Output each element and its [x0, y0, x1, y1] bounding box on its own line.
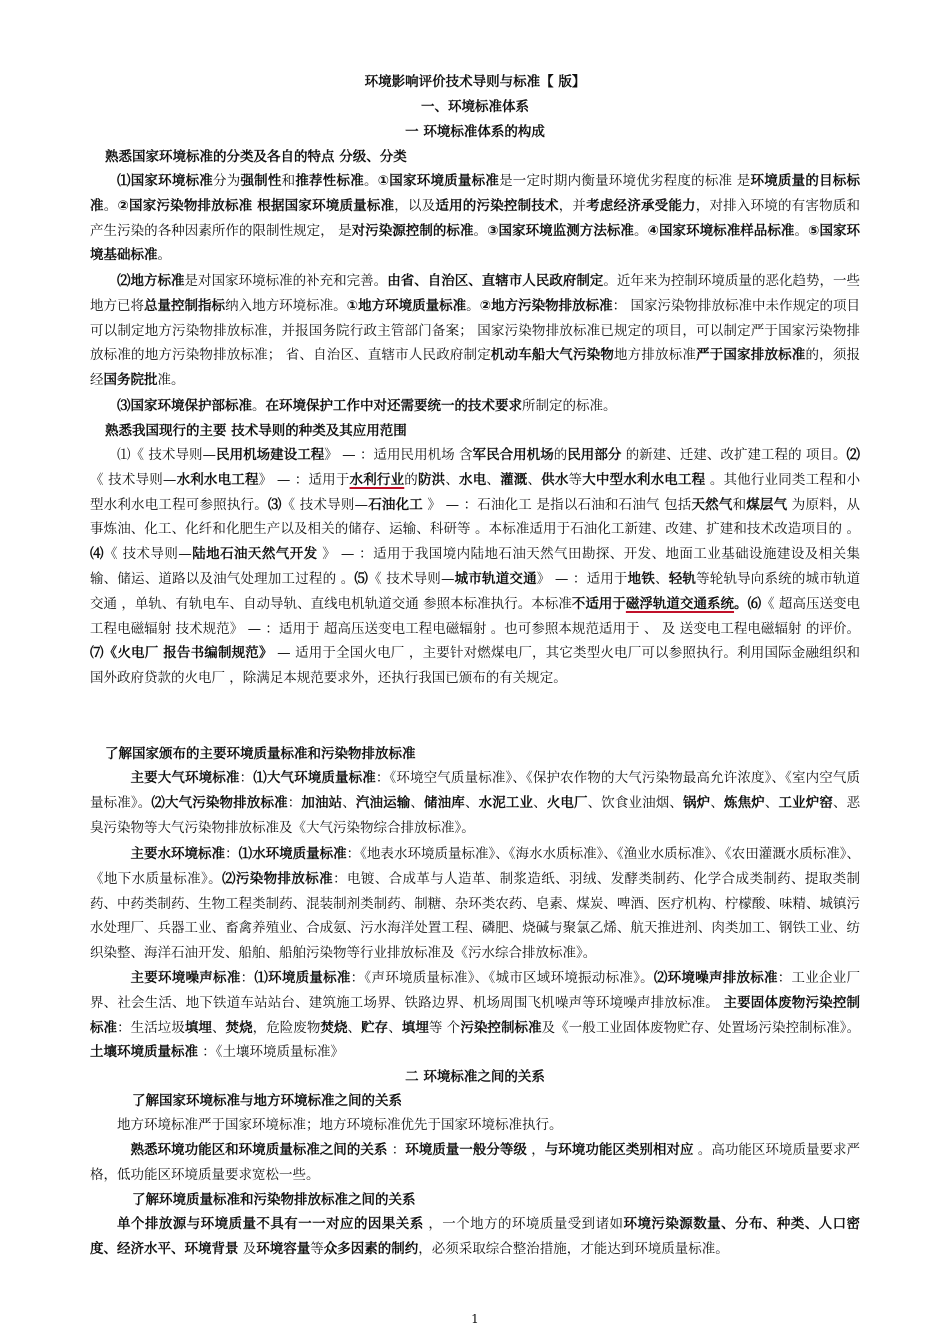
subheading-guidelines: 熟悉我国现行的主要 技术导则的种类及其应用范围	[105, 423, 407, 439]
p4-run: — 适用于全国火电厂 ，主要针对燃煤电厂，其它类型火电厂可以参照执行。利用国际金融组织和国外政府贷款的火电厂 ，除满足本规范要求外，还执行我国已颁布的有关规定。	[90, 645, 860, 687]
p4-run: 。其他行业同类工程和小型水利水电工程可参照执行。	[90, 471, 861, 513]
p7-run: 、	[211, 1019, 226, 1036]
p5-run: 锅炉	[683, 794, 711, 811]
p4-run: 。	[734, 595, 748, 612]
p4-run: 和	[732, 496, 747, 513]
para-local-stricter	[90, 1113, 860, 1138]
section-heading-2: 二 环境标准之间的关系	[405, 1069, 545, 1085]
p7-run: 贮存	[361, 1019, 389, 1036]
p1-run: 。	[363, 173, 378, 189]
p6-run: ：	[225, 846, 239, 862]
p10-run: 环境污染源数量、分布、种类、人口密度、经济水平、环境背景	[90, 1216, 861, 1257]
p4-run: 水利行业	[349, 471, 405, 488]
p4-run: 、	[527, 471, 542, 488]
p1-run: ③国家环境监测方法标准	[487, 222, 634, 239]
p5-run: 、饮食业油烟、	[587, 794, 684, 811]
p1-run: 。	[103, 197, 118, 214]
section-heading-1: 一 环境标准体系的构成	[405, 124, 545, 140]
p4-run: 》 — ：适用于我国境内陆地石油天然气田勘探、开发、地面工业基础设施建设及相关集输、储运、道路以及油气处理加工过程的 。	[90, 546, 861, 587]
p7-run: 填埋	[184, 1019, 212, 1036]
p4-run: 、	[655, 570, 669, 587]
p9-run: ，	[526, 1142, 545, 1158]
p1-run: 强制性	[240, 173, 282, 189]
p4-run: 民用机场建设工程	[216, 447, 325, 463]
document-title: 环境影响评价技术导则与标准【 版】	[364, 74, 586, 90]
p4-run: 《 技术导则—	[368, 570, 455, 587]
subheading-major-standards: 了解国家颁布的主要环境质量标准和污染物排放标准	[105, 746, 416, 762]
p4-run: 煤层气	[746, 496, 788, 513]
p10-run: 及	[238, 1240, 257, 1257]
p4-run: 大中型水利水电工程	[582, 471, 706, 488]
p4-run: ⑵	[846, 447, 861, 463]
p6-run: ：《地表水环境质量标准》、《海水水质标准》、《渔业水质标准》、《农田灌溉水质标准》、《地下水质量标准》。	[90, 846, 861, 887]
p3-run: ⑶国家环境保护部标准	[117, 398, 252, 414]
p1-run: 。	[633, 222, 648, 239]
p2-run: 。近年来为控制环境质量的恶化趋势，一些地方已将	[90, 273, 861, 314]
p4-run: ⑹	[747, 595, 762, 612]
p7-run: ，危险废物	[252, 1019, 321, 1036]
p4-run: ⑶	[267, 496, 282, 513]
p4-run: 石油化工	[368, 496, 423, 513]
p1-run: 是一定时期内衡量环境优劣程度的标准 是	[499, 173, 751, 189]
para-water-standards	[90, 842, 860, 966]
p4-run: 地铁	[627, 570, 656, 587]
p2-run: 准。	[157, 372, 185, 389]
p7-run: ⑵环境噪声排放标准	[653, 970, 778, 986]
p7-run: ：工业企业厂界、社会生活、地下铁道车站站台、建筑施工场界、铁路边界、机场周围飞机噪声等环境噪声排放标准。	[90, 970, 861, 1011]
p4-run: 的	[404, 471, 418, 488]
p4-run: 陆地石油天然气开发	[191, 546, 318, 563]
p7-run: 、	[388, 1019, 402, 1036]
p10-run: 单个排放源与环境质量不具有一一对应的因果关系	[117, 1216, 424, 1232]
p4-run: 为原料，从事炼油、化工、化纤和化肥生产以及相关的储存、运输、科研等 。本标准适用于石油化工新建、改建、扩建和技术改造项目的 。	[90, 496, 861, 538]
p5-run: ：	[287, 794, 302, 811]
p1-run: ①国家环境质量标准	[377, 173, 500, 189]
p4-run: 《 技术导则—	[90, 471, 177, 488]
p7-run: 污染控制标准	[460, 1019, 542, 1036]
p4-run: ⑸	[354, 570, 369, 587]
p2-run: 严于国家排放标准	[696, 347, 806, 364]
p4-run: 《 技术导则—	[103, 546, 192, 563]
p4-run: 《 超高压送变电工程电磁辐射 技术规范》 — ：适用于 超高压送变电工程电磁辐射 。也可参照本规范适用于 、 及 送变电工程电磁辐射 的评价。	[90, 595, 861, 637]
p1-run: 。	[473, 222, 488, 239]
p10-run: 等	[310, 1240, 324, 1257]
p2-run: 纳入地方环境标准。	[225, 297, 347, 314]
p1-run: ，对排入环境的有害物质和产生污染的各种因素所作的限制性规定， 是	[90, 197, 860, 239]
p6-run: ：电镀、合成革与人造革、制浆造纸、羽绒、发酵类制药、化学合成类制药、提取类制药、中药类制药、生物工程类制药、混装制剂类制药、制糖、杂环类农药、皂素、煤炭、啤酒、医疗机构、柠檬酸、味精、城镇污水处理厂、兵器工业、畜禽养殖业、合成氨、污水海洋处置工程、磷肥、烧碱与聚氯乙烯、航天推进剂、肉类加工、钢铁工业、纺织染整、海洋石油开发、船舶、船舶污染物等行业排放标准及《污水综合排放标准》。	[90, 870, 861, 962]
p2-run: ①地方环境质量标准	[346, 297, 467, 314]
p1-run: 环境质量的目标标准	[90, 173, 861, 214]
para-noise-standards	[90, 966, 860, 1065]
p6-run: ⑵污染物排放标准	[222, 870, 334, 887]
p2-run: 机动车船大气污染物	[490, 347, 614, 364]
p2-run: ： 国家污染物排放标准中未作规定的项目可以制定地方污染物排放标准，并报国务院行政主管部门备案； 国家污染物排放标准已规定的项目，可以制定严于国家污染物排放标准的地方污染物排放标准； 省、自治区、直辖市人民政府制定	[90, 297, 861, 364]
p7-run: 焚烧	[320, 1019, 348, 1036]
p2-run: 是对国家环境标准的补充和完善。	[184, 273, 388, 289]
p5-run: 主要大气环境标准	[130, 770, 240, 786]
p4-run: ⑺《火电厂 报告书编制规范》	[90, 645, 273, 662]
p2-run: 。	[466, 297, 480, 314]
p1-run: ⑴国家环境标准	[117, 173, 214, 189]
p5-run: 炼焦炉	[723, 794, 765, 811]
p4-run: 军民合用机场	[472, 447, 554, 463]
p10-run: 众多因素的制约	[323, 1240, 419, 1257]
p5-run: 、	[764, 794, 779, 811]
p5-run: 加油站	[301, 794, 343, 811]
p9-run: 熟悉环境功能区和环境质量标准之间的关系	[130, 1142, 388, 1158]
p4-run: 灌溉	[500, 471, 528, 488]
p4-run: 、	[486, 471, 501, 488]
p4-run: 城市轨道交通	[454, 570, 537, 587]
p2-run: 国务院批	[103, 372, 158, 389]
p4-run: 防洪	[417, 471, 446, 488]
p1-run: ，以及	[394, 197, 436, 214]
p5-run: 火电厂	[546, 794, 588, 811]
p4-run: 磁浮轨道交通系统	[625, 595, 735, 612]
para-function-zones	[90, 1138, 860, 1188]
p5-run: 储油库	[424, 794, 465, 811]
para-local-standards	[90, 269, 860, 393]
p4-run: 水电	[459, 471, 487, 488]
p7-run: 、	[347, 1019, 362, 1036]
p4-run: 、	[445, 471, 460, 488]
p5-run: ⑵大气污染物排放标准	[151, 794, 288, 811]
subheading-national-local: 了解国家环境标准与地方环境标准之间的关系	[132, 1093, 402, 1109]
p1-run: 对污染源控制的标准	[351, 222, 474, 239]
p5-run: 、	[410, 794, 425, 811]
p1-run: 和	[281, 173, 296, 189]
p7-run: ：生活垃圾	[117, 1019, 185, 1036]
para-air-standards	[90, 766, 860, 840]
p7-run: ：《土壤环境质量标准》	[198, 1044, 345, 1061]
p7-run: 主要固体废物污染控制标准	[90, 994, 860, 1036]
p7-run: ：	[240, 970, 255, 986]
p1-run: 考虑经济承受能力	[586, 197, 696, 214]
p8-run: 地方环境标准严于国家环境标准；地方环境标准优先于国家环境标准执行。	[117, 1117, 563, 1133]
p6-run: ⑴水环境质量标准	[238, 846, 347, 862]
p4-run: ⑴《 技术导则—	[117, 447, 217, 463]
p1-run: ⑤国家环境基础标准	[90, 222, 861, 264]
p2-run: 地方排放标准	[614, 347, 697, 364]
p4-run: 供水	[541, 471, 569, 488]
p4-run: 天然气	[691, 496, 733, 513]
p2-run: ②地方污染物排放标准	[479, 297, 613, 314]
p5-run: 、恶臭污染物等大气污染物排放标准及《大气污染物综合排放标准》。	[90, 794, 861, 836]
p5-run: 、	[464, 794, 479, 811]
p1-run: ②国家污染物排放标准 根据国家环境质量标准	[117, 197, 395, 214]
p4-run: 的	[553, 447, 568, 463]
p4-run: 》 — ：适用于	[258, 471, 350, 488]
p2-run: 总量控制指标	[144, 297, 226, 314]
p4-run: 不适用于	[571, 595, 626, 612]
p3-run: 。	[252, 398, 266, 414]
p10-run: 环境容量	[256, 1240, 311, 1257]
p3-run: 在环境保护工作中对还需要统一的技术要求	[265, 398, 522, 414]
p5-run: ：	[239, 770, 254, 786]
p9-run: 环境质量一般分等级	[405, 1142, 527, 1158]
p7-run: 等 个	[428, 1019, 461, 1036]
p5-run: 、	[342, 794, 356, 811]
p7-run: 焚烧	[225, 1019, 253, 1036]
p1-run: 。	[157, 247, 171, 264]
p5-run: 汽油运输	[355, 794, 411, 811]
p4-run: ⑷	[90, 546, 104, 563]
p7-run: 填埋	[401, 1019, 429, 1036]
p1-run: ，并	[558, 197, 587, 214]
p5-run: 水泥工业	[478, 794, 534, 811]
p4-run: 》 — ：适用于	[536, 570, 628, 587]
p5-run: ⑴大气环境质量标准	[253, 770, 376, 786]
p4-run: 等轮轨导向系统的城市轨道交通 ，单轨、有轨电车、自动导轨、直线电机轨道交通 参照本标准执行。本标准	[90, 570, 861, 612]
p7-run: ⑴环境质量标准	[254, 970, 351, 986]
p4-run: 》 — ：适用民用机场 含	[324, 447, 473, 463]
p7-run: 主要环境噪声标准	[130, 970, 241, 986]
p1-run: 适用的污染控制技术	[435, 197, 559, 214]
p9-run: ：	[387, 1142, 406, 1158]
page-number: 1	[471, 1312, 479, 1326]
p5-run: ：《环境空气质量标准》、《保护农作物的大气污染物最高允许浓度》、《室内空气质量标准》。	[90, 770, 861, 811]
p3-run: 所制定的标准。	[522, 398, 617, 414]
p10-run: ，一个地方的环境质量受到诸如	[423, 1216, 624, 1232]
p9-run: 与环境功能区类别相对应	[544, 1142, 694, 1158]
para-ministry-standards	[90, 394, 860, 419]
p4-run: 民用部分	[567, 447, 622, 463]
chapter-heading: 一、环境标准体系	[421, 99, 529, 115]
p2-run: 的，须报经	[90, 347, 861, 389]
p1-run: 分为	[213, 173, 241, 189]
p5-run: 、	[710, 794, 724, 811]
p4-run: 《 技术导则—	[281, 496, 369, 513]
p4-run: 水利水电工程	[176, 471, 259, 488]
para-technical-guidelines	[90, 443, 860, 691]
p9-run: 。高功能区环境质量要求严格，低功能区环境质量要求宽松一些。	[90, 1142, 861, 1183]
subheading-classification: 熟悉国家环境标准的分类及各自的特点 分级、分类	[105, 149, 407, 165]
p7-run: ：《声环境质量标准》、《城市区域环境振动标准》。	[350, 970, 654, 986]
p2-run: 由省、自治区、直辖市人民政府制定	[387, 273, 604, 289]
p6-run: 主要水环境标准	[130, 846, 226, 862]
p4-run: 的新建、迁建、改扩建工程的 项目。	[621, 447, 847, 463]
p4-run: 等	[568, 471, 583, 488]
p4-run: 轻轨	[668, 570, 697, 587]
p7-run: 及《一般工业固体废物贮存、处置场污染控制标准》。	[541, 1019, 861, 1036]
para-emission-relation	[90, 1212, 860, 1262]
p1-run: ④国家环境标准样品标准	[647, 222, 795, 239]
p1-run: 。	[794, 222, 808, 239]
p4-run: 》 — ：石油化工 是指以石油和石油气 包括	[422, 496, 692, 513]
p7-run: 土壤环境质量标准	[90, 1044, 198, 1061]
p1-run: 推荐性标准	[295, 173, 364, 189]
para-national-standards	[90, 169, 860, 268]
p5-run: 、	[533, 794, 547, 811]
subheading-quality-emission: 了解环境质量标准和污染物排放标准之间的关系	[132, 1192, 416, 1208]
p10-run: ，必须采取综合整治措施，才能达到环境质量标准。	[418, 1240, 729, 1257]
p2-run: ⑵地方标准	[117, 273, 185, 289]
p5-run: 工业炉窑	[778, 794, 834, 811]
